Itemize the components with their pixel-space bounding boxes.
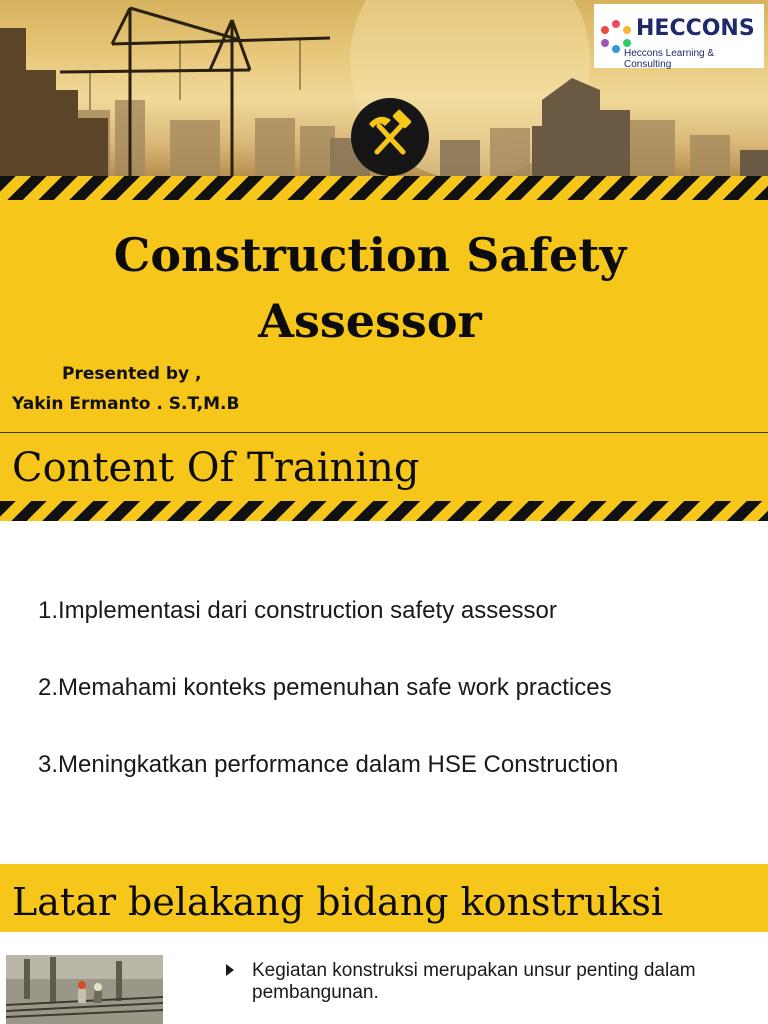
heccons-logo	[594, 4, 764, 68]
author-name: Yakin Ermanto . S.T,M.B	[12, 394, 240, 414]
logo-tagline: Heccons Learning & Consulting	[624, 48, 715, 70]
hammer-pick-icon	[351, 98, 429, 176]
training-item: 1.Implementasi dari construction safety assessor	[38, 597, 557, 624]
training-item: 3.Meningkatkan performance dalam HSE Construction	[38, 751, 619, 778]
emblem-badge	[351, 98, 429, 176]
hazard-stripe-top	[0, 176, 768, 200]
background-heading: Latar belakang bidang konstruksi	[12, 880, 664, 924]
hazard-stripe-middle	[0, 501, 768, 521]
presented-by-label: Presented by ,	[62, 364, 202, 384]
construction-site-photo	[6, 955, 163, 1024]
slide-title: Construction Safety Assessor	[113, 228, 627, 348]
triangle-bullet-icon	[226, 964, 234, 976]
training-item: 2.Memahami konteks pemenuhan safe work practices	[38, 674, 612, 701]
site-photo-illustration	[6, 955, 163, 1024]
logo-name: HECCONS	[636, 16, 755, 41]
content-heading: Content Of Training	[12, 445, 420, 491]
background-bullet-text: Kegiatan konstruksi merupakan unsur penting dalam pembangunan.	[252, 960, 696, 1003]
